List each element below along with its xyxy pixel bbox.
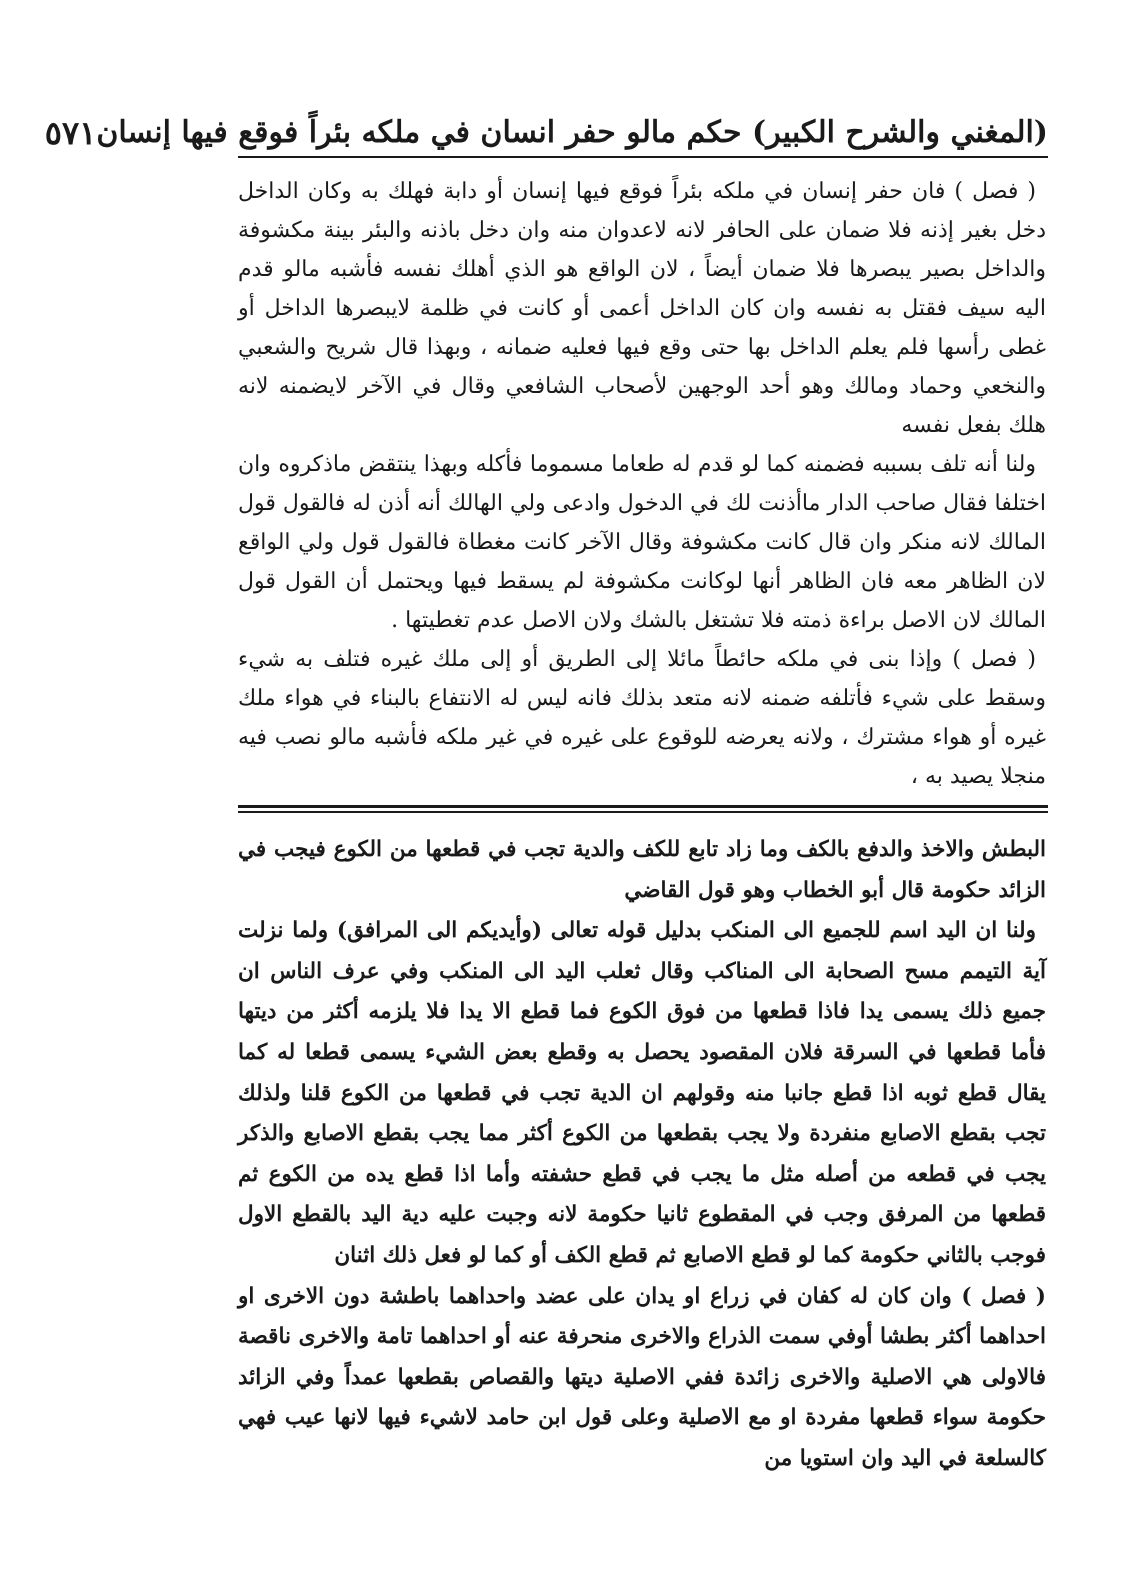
running-header [44, 96, 1048, 158]
main-text-block [238, 172, 1046, 796]
commentary-text-block [238, 830, 1046, 1480]
commentary-paragraph: البطش والاخذ والدفع بالكف وما زاد تابع للكف والدية تجب في قطعها من الكوع فيجب في الزائد حكومة قال أبو الخطاب وهو قول القاضي [238, 837, 1046, 903]
header-title: (المغني والشرح الكبير) حكم مالو حفر انسان في ملكه بئراً فوقع فيها إنسان [96, 115, 1048, 150]
divider-line-thin [238, 811, 1048, 813]
main-paragraph: ( فصل ) وإذا بنى في ملكه حائطاً مائلا إلى الطريق أو إلى ملك غيره فتلف به شيء وسقط على شيء فأتلفه ضمنه لانه متعد بذلك فانه ليس له الانتفاع بالبناء في هواء ملك غيره أو هواء مشترك ، ولانه يعرضه للوقوع على غيره في غير ملكه فأشبه مالو نصب فيه منجلا يصيد به ، [238, 647, 1046, 789]
commentary-paragraph: ولنا ان اليد اسم للجميع الى المنكب بدليل قوله تعالى (وأيديكم الى المرافق) ولما نزلت آية التيمم مسح الصحابة الى المناكب وقال ثعلب اليد الى المنكب وفي عرف الناس ان جميع ذلك يسمى يدا فاذا قطعها من فوق الكوع فما قطع الا يدا فلا يلزمه أكثر من ديتها فأما قطعها في السرقة فلان المقصود يحصل به وقطع بعض الشيء يسمى قطعا له كما يقال قطع ثوبه اذا قطع جانبا منه وقولهم ان الدية تجب في قطعها من الكوع قلنا ولذلك تجب بقطع الاصابع منفردة ولا يجب بقطعها من الكوع أكثر مما يجب بقطع الاصابع والذكر يجب في قطعه من أصله مثل ما يجب في قطع حشفته وأما اذا قطع يده من الكوع ثم قطعها من المرفق وجب في المقطوع ثانيا حكومة لانه وجبت عليه دية اليد بالقطع الاول فوجب بالثاني حكومة كما لو قطع الاصابع ثم قطع الكف أو كما لو فعل ذلك اثنان [238, 918, 1046, 1268]
section-divider [238, 805, 1048, 815]
main-paragraph: ولنا أنه تلف بسببه فضمنه كما لو قدم له طعاما مسموما فأكله وبهذا ينتقض ماذكروه وان اختلفا فقال صاحب الدار ماأذنت لك في الدخول وادعى ولي الهالك أنه أذن له فالقول قول المالك لانه منكر وان قال كانت مكشوفة وقال الآخر كانت مغطاة فالقول قول ولي الواقع لان الظاهر معه فان الظاهر أنها لوكانت مكشوفة لم يسقط فيها ويحتمل أن القول قول المالك لان الاصل براءة ذمته فلا تشتغل بالشك ولان الاصل عدم تغطيتها . [238, 452, 1046, 633]
divider-line-thick [238, 805, 1048, 808]
commentary-paragraph: ( فصل ) وان كان له كفان في زراع او يدان على عضد واحداهما باطشة دون الاخرى او احداهما أكثر بطشا أوفي سمت الذراع والاخرى منحرفة عنه أو احداهما تامة والاخرى ناقصة فالاولى هي الاصلية والاخرى زائدة ففي الاصلية ديتها والقصاص بقطعها عمداً وفي الزائد حكومة سواء قطعها مفردة او مع الاصلية وعلى قول ابن حامد لاشيء فيها لانها عيب فهي كالسلعة في اليد وان استويا من [238, 1283, 1046, 1471]
main-paragraph: ( فصل ) فان حفر إنسان في ملكه بئراً فوقع فيها إنسان أو دابة فهلك به وكان الداخل دخل بغير إذنه فلا ضمان على الحافر لانه لاعدوان منه وان دخل باذنه والبئر بينة مكشوفة والداخل بصير يبصرها فلا ضمان أيضاً ، لان الواقع هو الذي أهلك نفسه فأشبه مالو قدم اليه سيف فقتل به نفسه وان كان الداخل أعمى أو كانت في ظلمة لايبصرها الداخل أو غطى رأسها فلم يعلم الداخل بها حتى وقع فيها فعليه ضمانه ، وبهذا قال شريح والشعبي والنخعي وحماد ومالك وهو أحد الوجهين لأصحاب الشافعي وقال في الآخر لايضمنه لانه هلك بفعل نفسه [238, 179, 1046, 438]
page-number: ٥٧١ [44, 114, 97, 152]
